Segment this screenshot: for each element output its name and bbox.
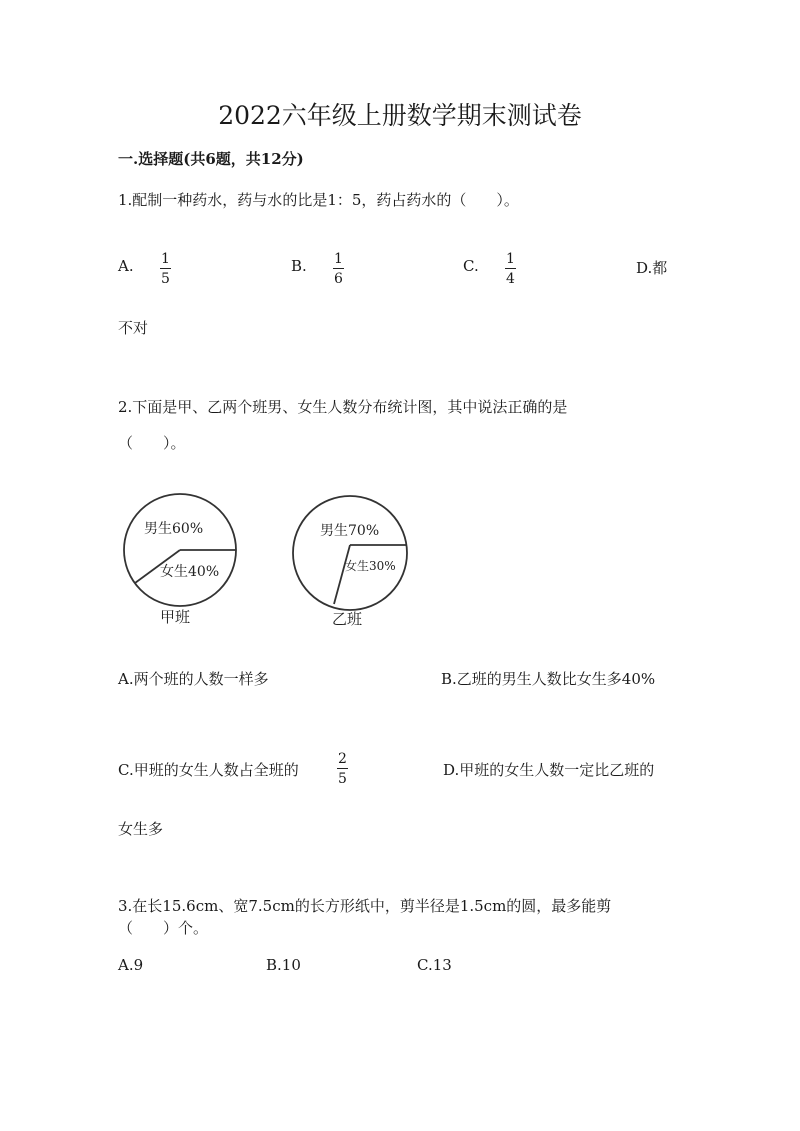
pie-yi-girl-label: 女生30% (345, 559, 396, 573)
pie-jia-boy-label: 男生60% (144, 521, 204, 537)
question-3-stem: 3.在长15.6cm、宽7.5cm的长方形纸中，剪半径是1.5cm的圆，最多能剪 (118, 897, 612, 915)
fraction-numerator: 1 (334, 251, 343, 267)
fraction-numerator: 1 (161, 251, 170, 267)
section-heading: 一.选择题(共6题，共12分) (118, 150, 304, 168)
pie-chart-yi (282, 490, 422, 634)
q1-option-a-fraction (160, 251, 171, 287)
pie-chart-jia (110, 490, 250, 634)
q1-option-d-continued: 不对 (118, 319, 149, 337)
pie-jia-girl-label: 女生40% (160, 564, 220, 580)
page-title: 2022六年级上册数学期末测试卷 (218, 101, 582, 130)
fraction-denominator: 5 (338, 771, 347, 787)
fraction-denominator: 5 (161, 271, 170, 287)
q2-option-b: B.乙班的男生人数比女生多40% (441, 670, 656, 688)
q1-option-c-label: C. (463, 257, 479, 275)
q2-option-c: C.甲班的女生人数占全班的 (118, 761, 299, 779)
q1-option-b-fraction (333, 251, 344, 287)
q2-option-d: D.甲班的女生人数一定比乙班的 (443, 761, 655, 779)
q3-option-c: C.13 (417, 956, 452, 974)
q1-option-d: D.都 (636, 259, 668, 277)
q1-option-a-label: A. (118, 257, 134, 275)
q1-option-b-label: B. (291, 257, 307, 275)
question-2-stem: 2.下面是甲、乙两个班男、女生人数分布统计图，其中说法正确的是 (118, 398, 568, 416)
pie-yi-boy-label: 男生70% (320, 523, 380, 539)
fraction-numerator: 2 (338, 751, 347, 767)
question-2-stem-cont: （ ）。 (118, 434, 186, 452)
q2-option-c-fraction (337, 751, 348, 787)
pie-yi-svg (282, 490, 422, 630)
fraction-bar (337, 768, 348, 769)
q2-option-d-continued: 女生多 (118, 820, 164, 838)
q2-option-a: A.两个班的人数一样多 (118, 670, 269, 688)
pie-jia-caption: 甲班 (160, 608, 191, 626)
question-1-stem: 1.配制一种药水，药与水的比是1：5，药占药水的（ ）。 (118, 191, 519, 209)
q1-option-c-fraction (505, 251, 516, 287)
pie-yi-caption: 乙班 (332, 610, 363, 628)
fraction-bar (333, 268, 344, 269)
q3-option-b: B.10 (266, 956, 301, 974)
question-3-stem-cont: （ ）个。 (118, 919, 209, 937)
fraction-bar (160, 268, 171, 269)
pie-yi-circle (293, 496, 407, 610)
fraction-denominator: 4 (506, 271, 515, 287)
fraction-denominator: 6 (334, 271, 343, 287)
fraction-numerator: 1 (506, 251, 515, 267)
q3-option-a: A.9 (118, 956, 144, 974)
pie-yi-radius-2 (334, 545, 350, 604)
pie-jia-svg (110, 490, 250, 630)
fraction-bar (505, 268, 516, 269)
